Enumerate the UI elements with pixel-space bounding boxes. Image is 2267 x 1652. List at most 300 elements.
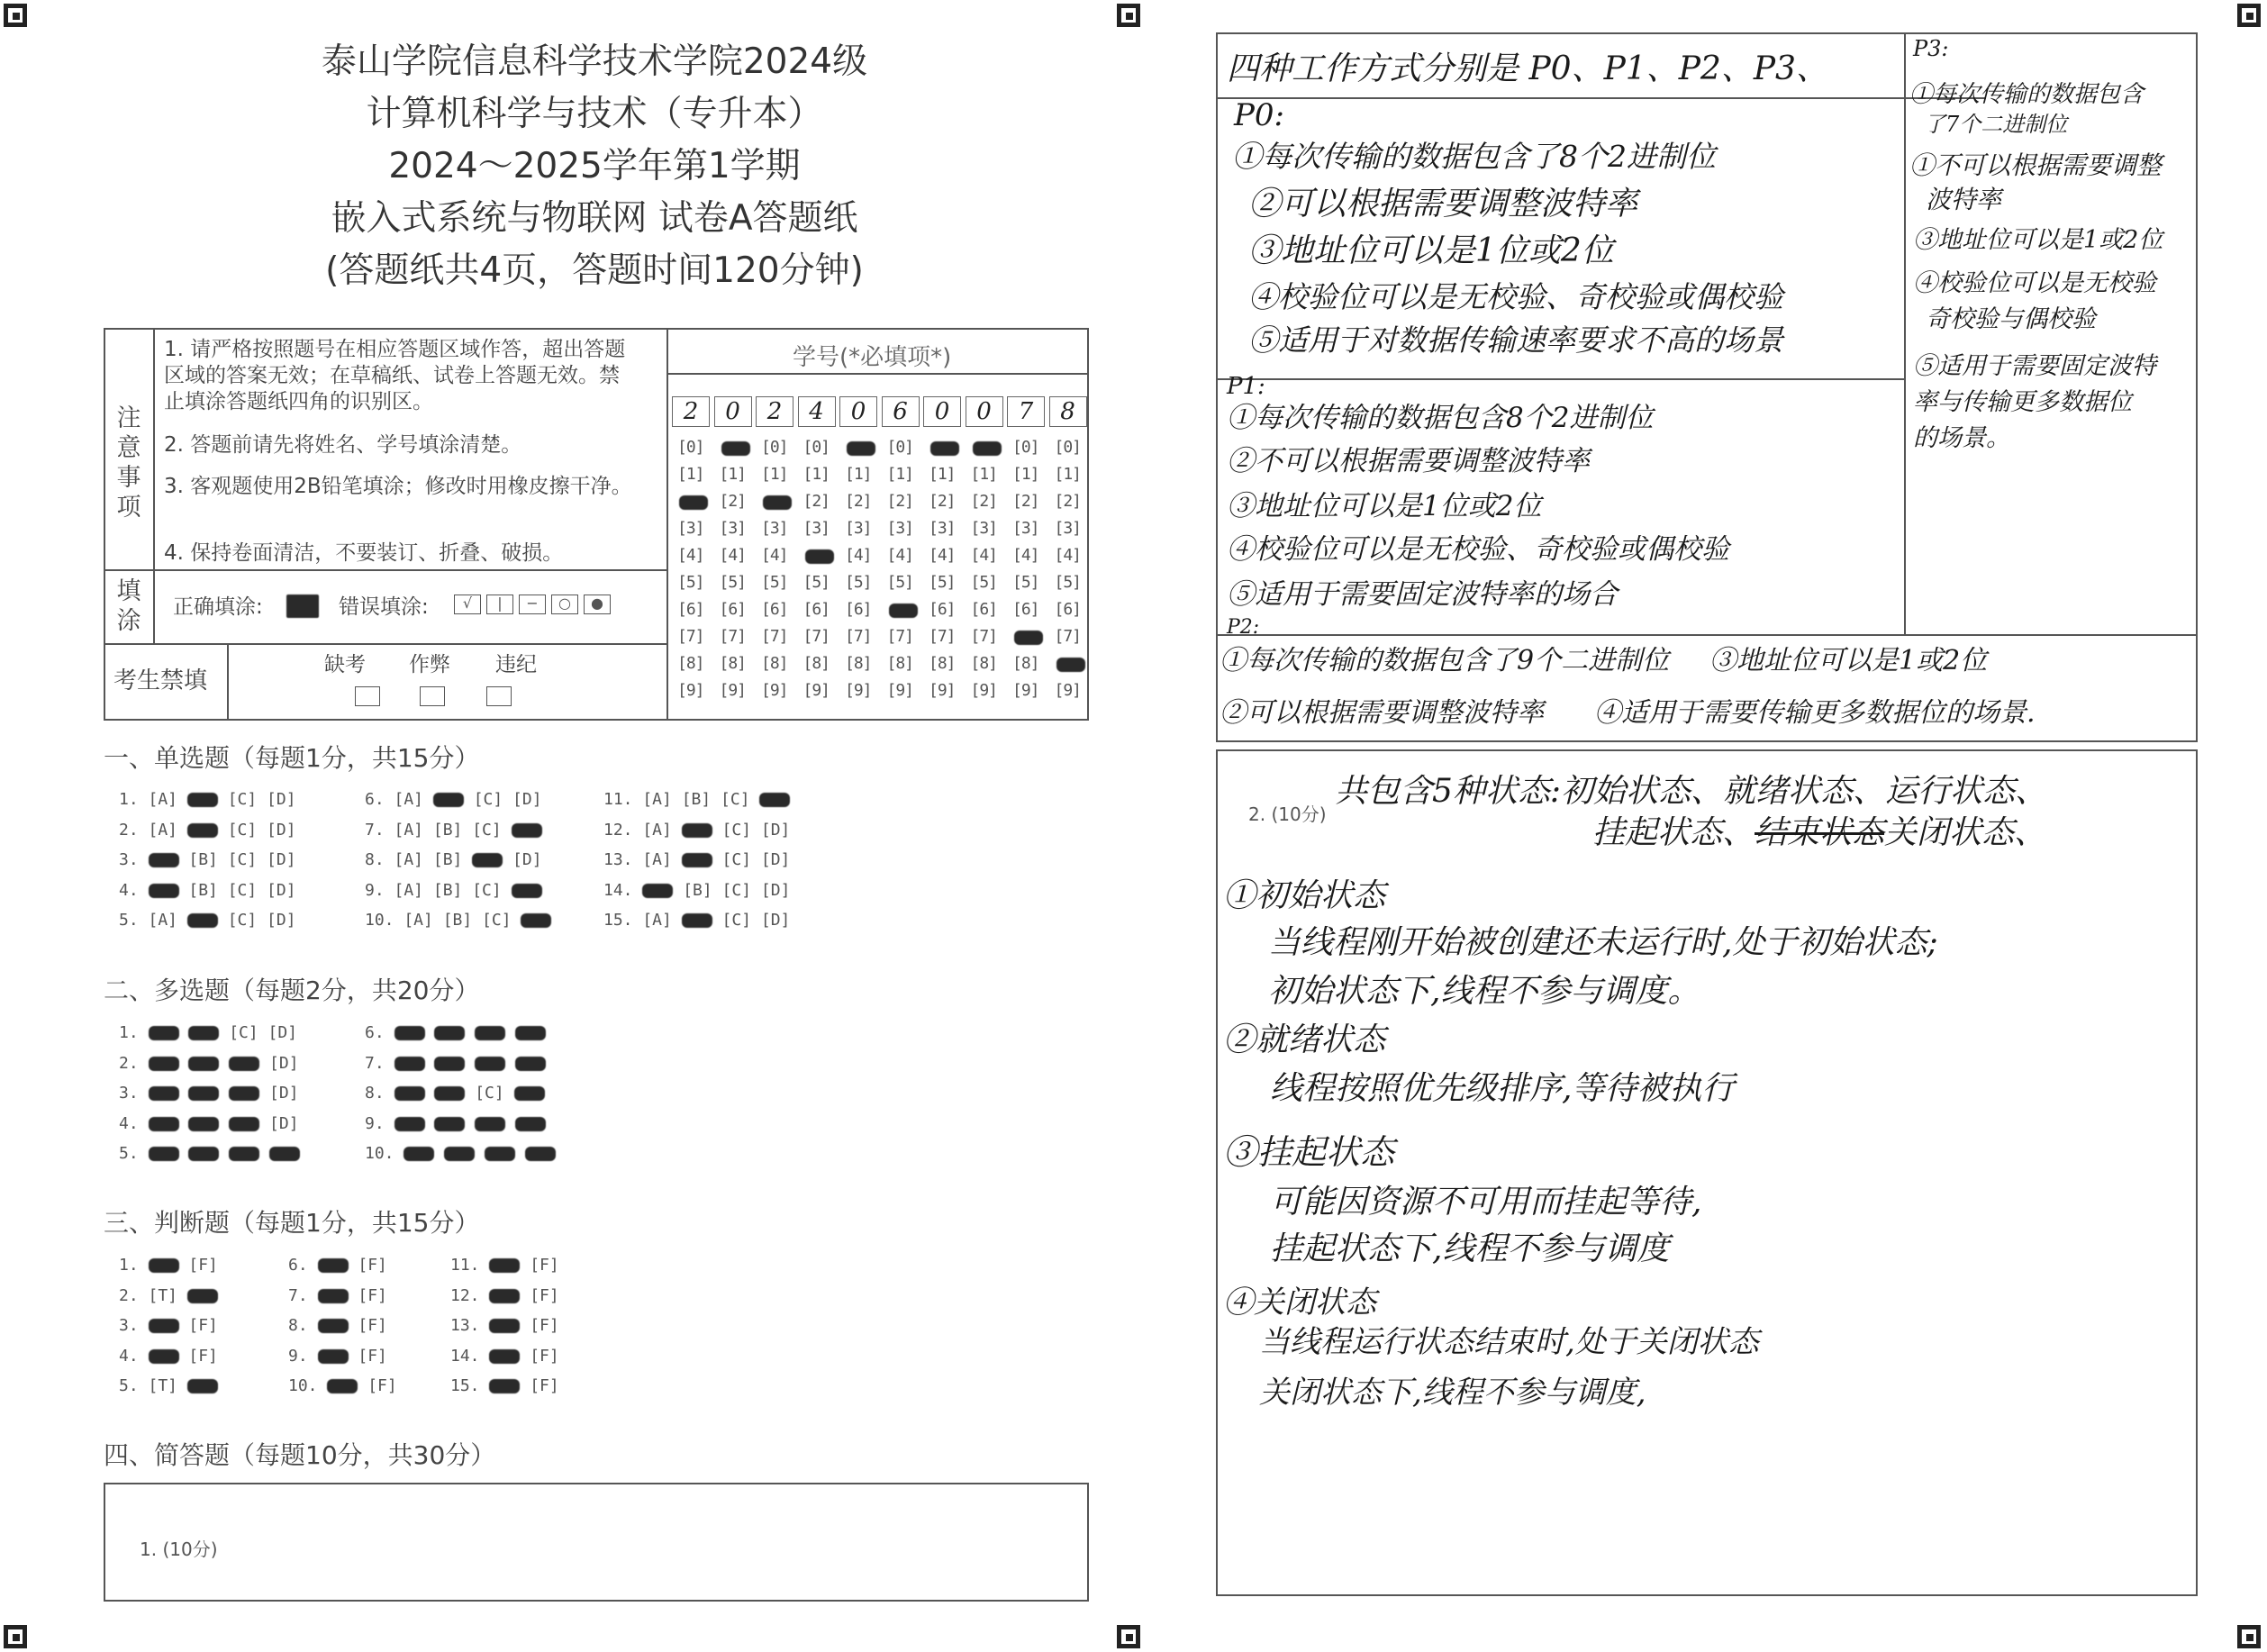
id-bubble[interactable]: [9] [761, 681, 788, 700]
filled-answer-mark [489, 1289, 520, 1303]
question-row[interactable]: 1. [A] [C] [D] [119, 790, 296, 809]
student-id-digit: 6 [882, 396, 920, 427]
notice-item-4: 4. 保持卷面清洁，不要装订、折叠、破损。 [164, 541, 564, 565]
a1-intro: 四种工作方式分别是 P0、P1、P2、P3、 [1227, 50, 1828, 87]
filled-answer-mark [515, 1117, 546, 1131]
filled-answer-mark [149, 884, 179, 898]
a1-p2-4: ④适用于需要传输更多数据位的场景. [1594, 697, 2036, 729]
a1-p3-2b: 波特率 [1926, 185, 2002, 214]
id-bubble[interactable]: [3] [970, 519, 998, 538]
wrong-mark-bar-icon: | [486, 595, 513, 614]
question-row[interactable]: 15. [F] [450, 1376, 559, 1395]
id-bubble[interactable]: [4] [886, 546, 914, 565]
id-bubble[interactable]: [3] [886, 519, 914, 538]
filled-answer-mark [433, 793, 464, 807]
header-line1: 泰山学院信息科学技术学院2024级 [321, 41, 868, 82]
a1-p3-4: ④校验位可以是无校验 [1913, 269, 2156, 297]
filled-bubble[interactable] [721, 441, 750, 456]
question-row[interactable]: 3. [F] [119, 1316, 218, 1335]
id-bubble[interactable]: [6] [803, 600, 830, 619]
filled-answer-mark [475, 1057, 505, 1071]
question-row[interactable]: 3. [B] [C] [D] [119, 850, 296, 869]
a1-p1-1: ①每次传输的数据包含8个2进制位 [1227, 402, 1654, 434]
id-bubble[interactable]: [9] [803, 681, 830, 700]
id-bubble[interactable]: [2] [1054, 492, 1082, 511]
filled-bubble[interactable] [1056, 658, 1085, 672]
id-bubble[interactable]: [3] [761, 519, 788, 538]
id-bubble[interactable]: [8] [886, 654, 914, 673]
question-row[interactable]: 10. [365, 1144, 556, 1163]
filled-answer-mark [149, 1057, 179, 1071]
question-row[interactable]: 4. [D] [119, 1113, 299, 1133]
filled-answer-mark [642, 884, 673, 898]
filled-answer-mark [485, 1147, 515, 1161]
q2-label: 2. (10分) [1248, 803, 1327, 825]
wrong-mark-dash-icon: − [519, 595, 546, 614]
id-bubble[interactable]: [0] [761, 438, 788, 457]
student-id-digit: 2 [756, 396, 793, 427]
question-row[interactable]: 12. [A] [C] [D] [603, 820, 791, 840]
question-row[interactable]: 6. [F] [288, 1256, 387, 1275]
id-bubble[interactable]: [0] [1054, 438, 1082, 457]
filled-answer-mark [512, 823, 542, 838]
header-line2: 计算机科学与技术（专升本） [366, 94, 823, 134]
notice-label: 注意事项 [116, 404, 141, 522]
id-bubble[interactable]: [6] [761, 600, 788, 619]
id-bubble[interactable]: [5] [677, 573, 704, 592]
a1-p3-3: ③地址位可以是1或2位 [1913, 226, 2163, 254]
filled-answer-mark [318, 1289, 349, 1303]
question-row[interactable]: 11. [F] [450, 1256, 559, 1275]
a1-p1-3: ③地址位可以是1位或2位 [1227, 490, 1542, 522]
id-bubble[interactable]: [5] [761, 573, 788, 592]
a2-intro1: 共包含5种状态:初始状态、就绪状态、运行状态、 [1335, 773, 2048, 810]
question-row[interactable]: 11. [A] [B] [C] [603, 790, 790, 809]
a1-p2-2: ②可以根据需要调整波特率 [1220, 697, 1544, 729]
id-bubble[interactable]: [2] [719, 492, 747, 511]
question-row[interactable]: 5. [119, 1144, 300, 1163]
filled-answer-mark [188, 1147, 219, 1161]
question-row[interactable]: 7. [365, 1054, 546, 1073]
a1-p0-title: P0: [1234, 97, 1284, 133]
id-bubble[interactable]: [6] [677, 600, 704, 619]
a2-s4-l1: 当线程运行状态结束时,处于关闭状态 [1259, 1324, 1759, 1360]
filled-answer-mark [229, 1117, 259, 1131]
a2-intro2-a: 挂起状态、 [1592, 814, 1755, 851]
id-bubble[interactable]: [0] [677, 438, 704, 457]
id-bubble[interactable]: [3] [1012, 519, 1039, 538]
id-bubble[interactable]: [9] [719, 681, 747, 700]
filled-answer-mark [759, 793, 790, 807]
filled-answer-mark [149, 1258, 179, 1273]
filled-answer-mark [149, 1026, 179, 1040]
a1-p2-title: P2: [1227, 616, 1260, 639]
question-row[interactable]: 10. [F] [288, 1376, 397, 1395]
student-id-digit: 0 [923, 396, 961, 427]
question-row[interactable]: 9. [A] [B] [C] [365, 881, 542, 900]
filled-answer-mark [394, 1117, 425, 1131]
exam-cheat-label: 作弊 [409, 653, 450, 676]
id-bubble[interactable]: [4] [761, 546, 788, 565]
question-row[interactable]: 9. [365, 1114, 546, 1133]
id-bubble[interactable]: [8] [719, 654, 747, 673]
filled-answer-mark [682, 853, 712, 867]
id-bubble[interactable]: [1] [719, 465, 747, 484]
id-bubble[interactable]: [1] [677, 465, 704, 484]
id-bubble[interactable]: [1] [886, 465, 914, 484]
a1-p3-2: ①不可以根据需要调整 [1909, 150, 2163, 180]
q1-label: 1. (10分) [140, 1539, 218, 1560]
id-bubble[interactable]: [3] [677, 519, 704, 538]
id-bubble[interactable]: [4] [845, 546, 872, 565]
question-row[interactable]: 2. [D] [119, 1053, 299, 1073]
id-bubble[interactable]: [2] [845, 492, 872, 511]
fill-label: 填涂 [116, 577, 141, 635]
filled-answer-mark [188, 1117, 219, 1131]
id-bubble[interactable]: [9] [845, 681, 872, 700]
filled-answer-mark [188, 1057, 219, 1071]
corner-marker-icon [4, 4, 27, 27]
question-row[interactable]: 9. [F] [288, 1346, 387, 1366]
id-bubble[interactable]: [7] [970, 627, 998, 646]
id-bubble[interactable]: [4] [719, 546, 747, 565]
a2-s4-l2: 关闭状态下,线程不参与调度, [1259, 1375, 1646, 1411]
a1-p3-5: ⑤适用于需要固定波特 [1913, 352, 2156, 380]
id-bubble[interactable]: [6] [845, 600, 872, 619]
notice-item-3: 3. 客观题使用2B铅笔填涂；修改时用橡皮擦干净。 [164, 475, 632, 498]
id-bubble[interactable]: [2] [970, 492, 998, 511]
filled-answer-mark [187, 913, 218, 928]
id-bubble[interactable]: [9] [677, 681, 704, 700]
header-line5: (答题纸共4页，答题时间120分钟) [325, 250, 864, 291]
student-id-digit: 8 [1049, 396, 1087, 427]
exam-violation-label: 违纪 [495, 653, 537, 676]
a2-s2-title: ②就绪状态 [1223, 1021, 1386, 1058]
filled-answer-mark [434, 1117, 465, 1131]
question-row[interactable]: 2. [T] [119, 1286, 218, 1305]
id-bubble[interactable]: [0] [1012, 438, 1039, 457]
notice-item-2: 2. 答题前请先将姓名、学号填涂清楚。 [164, 433, 522, 457]
id-bubble[interactable]: [5] [1012, 573, 1039, 592]
question-row[interactable]: 15. [A] [C] [D] [603, 911, 791, 930]
question-row[interactable]: 6. [365, 1023, 546, 1042]
student-id-digit: 4 [798, 396, 836, 427]
a1-p0-5: ⑤适用于对数据传输速率要求不高的场景 [1248, 322, 1783, 358]
id-bubble[interactable]: [1] [929, 465, 956, 484]
id-bubble[interactable]: [1] [1012, 465, 1039, 484]
filled-answer-mark [525, 1147, 556, 1161]
fill-wrong-label: 错误填涂: [339, 595, 429, 619]
filled-answer-mark [318, 1349, 349, 1364]
a2-s2-l1: 线程按照优先级排序,等待被执行 [1270, 1070, 1735, 1107]
corner-marker-icon [2237, 1625, 2261, 1648]
right-page [1133, 0, 2267, 1652]
a1-p0-1: ①每次传输的数据包含了8个2进制位 [1232, 139, 1716, 174]
exam-cheat-box[interactable] [420, 686, 445, 706]
id-bubble[interactable]: [6] [970, 600, 998, 619]
a1-p0-2: ②可以根据需要调整波特率 [1248, 186, 1638, 222]
id-bubble[interactable]: [6] [719, 600, 747, 619]
id-bubble[interactable]: [2] [1012, 492, 1039, 511]
id-bubble[interactable]: [8] [761, 654, 788, 673]
header-line3: 2024～2025学年第1学期 [388, 146, 801, 186]
filled-bubble[interactable] [889, 604, 918, 618]
filled-answer-mark [149, 1086, 179, 1101]
filled-bubble[interactable] [973, 441, 1002, 456]
filled-bubble[interactable] [847, 441, 875, 456]
filled-answer-mark [489, 1349, 520, 1364]
a1-p2-3: ③地址位可以是1或2位 [1709, 645, 1988, 676]
left-page [0, 0, 1133, 1652]
id-bubble[interactable]: [0] [803, 438, 830, 457]
id-bubble[interactable]: [9] [1054, 681, 1082, 700]
question-row[interactable]: 7. [F] [288, 1285, 387, 1305]
filled-answer-mark [188, 1026, 219, 1040]
filled-bubble[interactable] [763, 495, 792, 510]
wrong-mark-dot-icon: ● [584, 595, 611, 614]
id-bubble[interactable]: [4] [970, 546, 998, 565]
id-bubble[interactable]: [1] [761, 465, 788, 484]
id-bubble[interactable]: [1] [1054, 465, 1082, 484]
filled-answer-mark [327, 1379, 358, 1393]
filled-answer-mark [472, 853, 503, 867]
corner-marker-icon [1117, 1625, 1140, 1648]
id-bubble[interactable]: [1] [970, 465, 998, 484]
filled-answer-mark [394, 1026, 425, 1040]
a1-p3-1: ①每次传输的数据包含 [1909, 81, 2145, 108]
filled-answer-mark [229, 1086, 259, 1101]
id-bubble[interactable]: [6] [1012, 600, 1039, 619]
id-bubble[interactable]: [7] [886, 627, 914, 646]
a1-p3-4b: 奇校验与偶校验 [1926, 305, 2096, 333]
id-bubble[interactable]: [7] [803, 627, 830, 646]
student-id-digit: 2 [672, 396, 710, 427]
filled-answer-mark [188, 1086, 219, 1101]
filled-answer-mark [149, 1349, 179, 1364]
question-row[interactable]: 14. [B] [C] [D] [603, 880, 791, 900]
wrong-fill-examples [449, 595, 611, 614]
filled-answer-mark [149, 1319, 179, 1333]
filled-answer-mark [521, 913, 551, 928]
id-bubble[interactable]: [8] [970, 654, 998, 673]
a2-s3-l1: 可能因资源不可用而挂起等待, [1270, 1184, 1702, 1221]
id-bubble[interactable]: [2] [886, 492, 914, 511]
a2-s4-title: ④关闭状态 [1223, 1284, 1376, 1321]
id-bubble[interactable]: [7] [929, 627, 956, 646]
student-id-digit: 7 [1007, 396, 1045, 427]
a1-p3-5b: 率与传输更多数据位 [1913, 388, 2132, 416]
student-id-digit: 0 [714, 396, 752, 427]
filled-answer-mark [187, 1379, 218, 1393]
question-row[interactable]: 2. [A] [C] [D] [119, 820, 296, 840]
question-row[interactable]: 4. [F] [119, 1346, 218, 1366]
id-bubble[interactable]: [5] [845, 573, 872, 592]
exam-absent-box[interactable] [355, 686, 380, 706]
student-id-digit: 0 [966, 396, 1003, 427]
id-bubble[interactable]: [3] [803, 519, 830, 538]
fill-correct-label: 正确填涂: [173, 595, 263, 619]
filled-answer-mark [475, 1026, 505, 1040]
filled-answer-mark [444, 1147, 475, 1161]
id-bubble[interactable]: [9] [929, 681, 956, 700]
filled-answer-mark [318, 1258, 349, 1273]
header-line4: 嵌入式系统与物联网 试卷A答题纸 [331, 198, 858, 239]
exam-violation-box[interactable] [486, 686, 512, 706]
question-row[interactable]: 4. [B] [C] [D] [119, 880, 296, 900]
id-bubble[interactable]: [9] [970, 681, 998, 700]
id-bubble[interactable]: [8] [845, 654, 872, 673]
filled-answer-mark [187, 1289, 218, 1303]
id-bubble[interactable]: [7] [1054, 627, 1082, 646]
id-bubble[interactable]: [0] [886, 438, 914, 457]
id-bubble[interactable]: [4] [929, 546, 956, 565]
id-bubble[interactable]: [4] [677, 546, 704, 565]
filled-answer-mark [149, 1117, 179, 1131]
id-bubble[interactable]: [8] [929, 654, 956, 673]
id-bubble[interactable]: [3] [929, 519, 956, 538]
id-bubble[interactable]: [1] [845, 465, 872, 484]
question-row[interactable]: 8. [C] [365, 1084, 545, 1103]
notice-item-1: 1. 请严格按照题号在相应答题区域作答，超出答题区域的答案无效；在草稿纸、试卷上答题无效。禁止填涂答题纸四角的识别区。 [164, 338, 626, 413]
id-bubble[interactable]: [3] [719, 519, 747, 538]
a1-p2-1: ①每次传输的数据包含了9个二进制位 [1220, 645, 1670, 676]
exam-absent-label: 缺考 [324, 653, 366, 676]
filled-bubble[interactable] [1014, 631, 1043, 645]
id-bubble[interactable]: [8] [1012, 654, 1039, 673]
filled-answer-mark [475, 1117, 505, 1131]
id-bubble[interactable]: [7] [761, 627, 788, 646]
a1-p3-title: P3: [1913, 36, 1949, 61]
a1-p1-title: P1: [1227, 373, 1265, 400]
question-row[interactable]: 10. [A] [B] [C] [365, 911, 551, 930]
id-bubble[interactable]: [5] [719, 573, 747, 592]
question-row[interactable]: 1. [C] [D] [119, 1023, 298, 1042]
correct-fill-example-icon [286, 595, 319, 618]
id-bubble[interactable]: [5] [970, 573, 998, 592]
question-row[interactable]: 8. [F] [288, 1316, 387, 1335]
a2-s1-title: ①初始状态 [1223, 877, 1386, 914]
filled-bubble[interactable] [679, 495, 708, 510]
answer-box-q1 [104, 1483, 1089, 1602]
section-short-answer: 四、简答题（每题10分，共30分） [104, 1440, 496, 1470]
id-bubble[interactable]: [9] [886, 681, 914, 700]
filled-answer-mark [187, 823, 218, 838]
a2-s3-title: ③挂起状态 [1223, 1132, 1395, 1172]
filled-answer-mark [682, 823, 712, 838]
id-bubble[interactable]: [7] [845, 627, 872, 646]
a2-intro2-b: 关闭状态、 [1884, 814, 2047, 851]
question-row[interactable]: 14. [F] [450, 1346, 559, 1366]
wrong-mark-check-icon: √ [454, 595, 481, 614]
id-bubble[interactable]: [7] [719, 627, 747, 646]
id-bubble[interactable]: [5] [803, 573, 830, 592]
filled-answer-mark [512, 884, 542, 898]
a1-p1-2: ②不可以根据需要调整波特率 [1227, 445, 1590, 477]
section-single-choice: 一、单选题（每题1分，共15分） [104, 743, 480, 773]
id-bubble[interactable]: [3] [845, 519, 872, 538]
id-bubble[interactable]: [4] [1054, 546, 1082, 565]
student-id-header: 学号(*必填项*) [793, 344, 952, 371]
filled-answer-mark [434, 1086, 465, 1101]
id-bubble[interactable]: [5] [1054, 573, 1082, 592]
filled-answer-mark [318, 1319, 349, 1333]
filled-answer-mark [149, 1147, 179, 1161]
filled-answer-mark [434, 1057, 465, 1071]
a2-intro2 [1592, 807, 2046, 853]
id-bubble[interactable]: [8] [803, 654, 830, 673]
filled-answer-mark [515, 1057, 546, 1071]
id-bubble[interactable]: [2] [929, 492, 956, 511]
id-bubble[interactable]: [5] [929, 573, 956, 592]
filled-answer-mark [489, 1258, 520, 1273]
a1-p3-1b: 了7个二进制位 [1924, 112, 2068, 137]
question-row[interactable]: 8. [A] [B] [D] [365, 850, 542, 869]
filled-answer-mark [514, 1086, 545, 1101]
exam-label: 考生禁填 [113, 667, 208, 694]
corner-marker-icon [2237, 4, 2261, 27]
question-row[interactable]: 5. [A] [C] [D] [119, 911, 296, 930]
student-id-digit: 0 [839, 396, 877, 427]
a2-s1-l1: 当线程刚开始被创建还未运行时,处于初始状态; [1268, 924, 1938, 961]
question-row[interactable]: 5. [T] [119, 1376, 218, 1395]
a2-s3-l2: 挂起状态下,线程不参与调度 [1270, 1230, 1670, 1267]
id-bubble[interactable]: [8] [677, 654, 704, 673]
filled-answer-mark [149, 853, 179, 867]
a2-s1-l2: 初始状态下,线程不参与调度。 [1268, 973, 1700, 1010]
filled-answer-mark [187, 793, 218, 807]
id-bubble[interactable]: [9] [1012, 681, 1039, 700]
question-row[interactable]: 6. [A] [C] [D] [365, 790, 542, 809]
filled-answer-mark [434, 1026, 465, 1040]
filled-bubble[interactable] [805, 549, 834, 564]
id-bubble[interactable]: [1] [803, 465, 830, 484]
question-row[interactable]: 7. [A] [B] [C] [365, 821, 542, 840]
filled-answer-mark [515, 1026, 546, 1040]
id-bubble[interactable]: [7] [677, 627, 704, 646]
a2-intro2-struck: 结束状态 [1755, 814, 1885, 851]
question-row[interactable]: 12. [F] [450, 1285, 559, 1305]
filled-answer-mark [394, 1086, 425, 1101]
question-row[interactable]: 13. [F] [450, 1316, 559, 1335]
a1-p0-3: ③地址位可以是1位或2位 [1248, 232, 1614, 269]
question-row[interactable]: 1. [F] [119, 1256, 218, 1275]
a1-p1-4: ④校验位可以是无校验、奇校验或偶校验 [1227, 533, 1729, 566]
filled-answer-mark [489, 1319, 520, 1333]
id-bubble[interactable]: [3] [1054, 519, 1082, 538]
id-bubble[interactable]: [6] [929, 600, 956, 619]
corner-marker-icon [1117, 4, 1140, 27]
filled-answer-mark [229, 1147, 259, 1161]
a1-p3-5c: 的场景。 [1913, 424, 2010, 452]
wrong-mark-circle-icon: ○ [551, 595, 578, 614]
section-true-false: 三、判断题（每题1分，共15分） [104, 1208, 480, 1238]
filled-answer-mark [404, 1147, 434, 1161]
filled-answer-mark [269, 1147, 300, 1161]
a1-p1-5: ⑤适用于需要固定波特率的场合 [1227, 578, 1618, 611]
a1-p0-4: ④校验位可以是无校验、奇校验或偶校验 [1248, 279, 1783, 314]
id-bubble[interactable]: [6] [1054, 600, 1082, 619]
filled-answer-mark [394, 1057, 425, 1071]
filled-answer-mark [682, 913, 712, 928]
filled-answer-mark [489, 1379, 520, 1393]
id-bubble[interactable]: [2] [803, 492, 830, 511]
id-bubble[interactable]: [5] [886, 573, 914, 592]
question-row[interactable]: 3. [D] [119, 1084, 299, 1103]
filled-bubble[interactable] [930, 441, 959, 456]
id-bubble[interactable]: [4] [1012, 546, 1039, 565]
section-multi-choice: 二、多选题（每题2分，共20分） [104, 976, 480, 1005]
question-row[interactable]: 13. [A] [C] [D] [603, 850, 791, 869]
